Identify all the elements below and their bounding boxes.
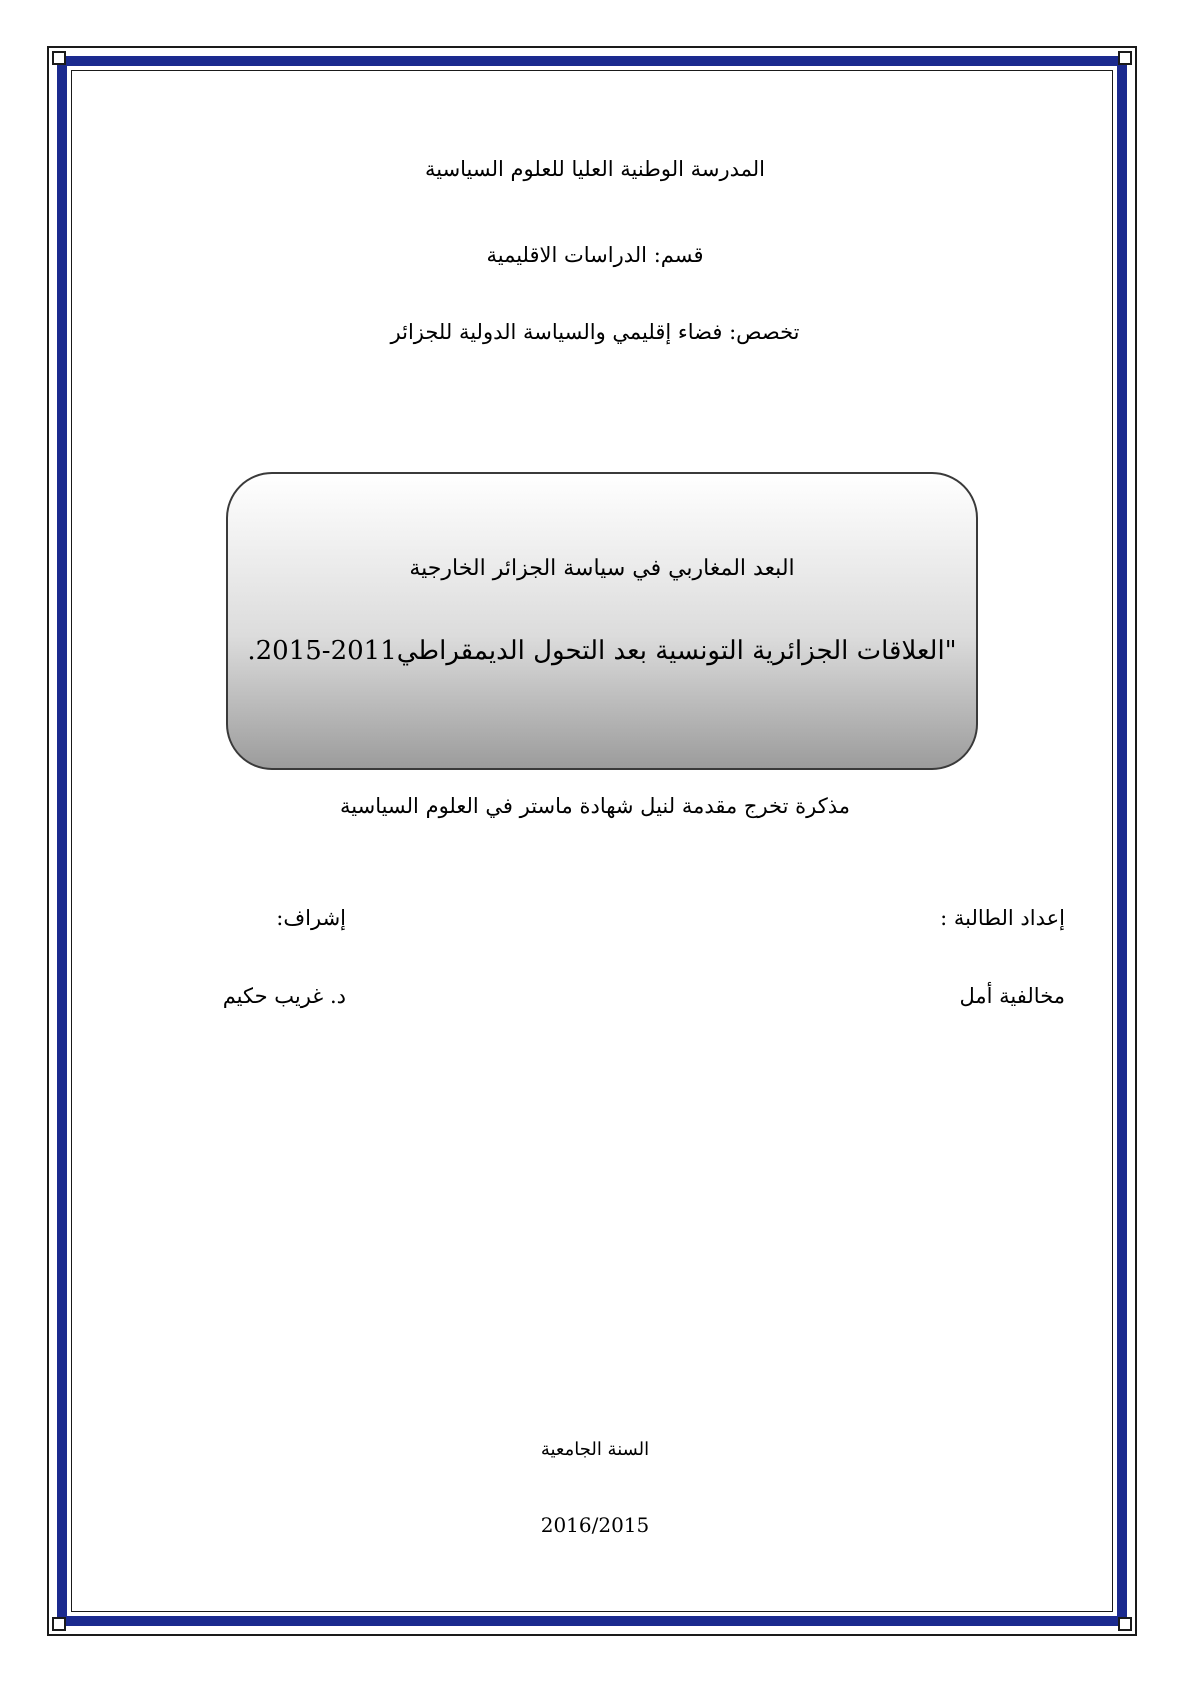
student-label: إعداد الطالبة : bbox=[940, 906, 1065, 930]
border-corner-top-left bbox=[52, 51, 66, 65]
supervisor-name: د. غريب حكيم bbox=[222, 984, 346, 1008]
page-border-inner bbox=[71, 70, 1113, 1612]
thesis-subtitle: "العلاقات الجزائرية التونسية بعد التحول الديمقراطي2011-2015. bbox=[247, 636, 957, 666]
border-corner-bottom-right bbox=[1118, 1617, 1132, 1631]
border-corner-bottom-left bbox=[52, 1617, 66, 1631]
specialty: تخصص: فضاء إقليمي والسياسة الدولية للجزائر bbox=[390, 320, 800, 344]
department: قسم: الدراسات الاقليمية bbox=[486, 243, 704, 267]
thesis-title: البعد المغاربي في سياسة الجزائر الخارجية bbox=[409, 556, 795, 581]
degree-note: مذكرة تخرج مقدمة لنيل شهادة ماستر في العلوم السياسية bbox=[340, 794, 850, 818]
supervisor-label: إشراف: bbox=[276, 906, 346, 930]
student-name: مخالفية أمل bbox=[959, 984, 1065, 1008]
border-corner-top-right bbox=[1118, 51, 1132, 65]
school-name: المدرسة الوطنية العليا للعلوم السياسية bbox=[424, 157, 766, 181]
thesis-title-box bbox=[226, 472, 978, 770]
academic-year-label: السنة الجامعية bbox=[540, 1439, 650, 1460]
academic-year: 2016/2015 bbox=[540, 1513, 650, 1537]
